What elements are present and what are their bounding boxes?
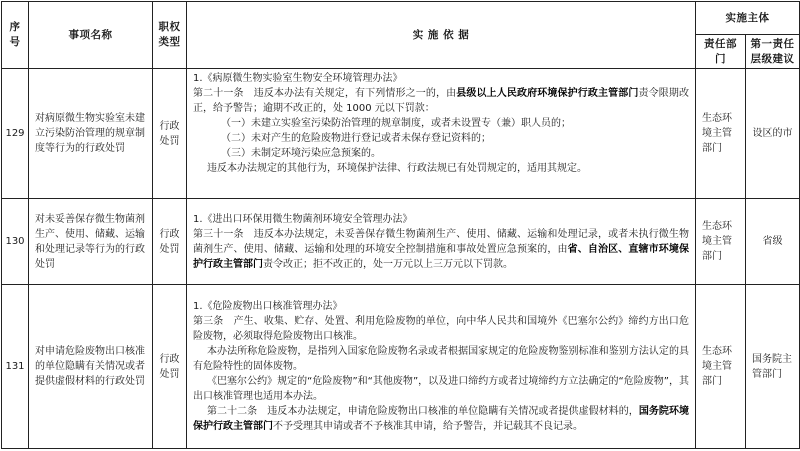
enforcement-table	[1, 1, 800, 449]
header-seq: 序号	[2, 2, 29, 69]
header-subject: 实施主体	[696, 2, 800, 35]
table-row	[2, 69, 800, 199]
basis-item: （一）未建立实验室污染防治管理的规章制度，或者未设置专（兼）职人员的；	[221, 118, 571, 129]
basis-title: 1.《危险废物出口核准管理办法》	[193, 301, 343, 312]
basis-paragraph: 第二十一条 违反本办法有关规定，有下列情形之一的，由县级以上人民政府环境保护行政主管部门责令限期改正，给予警告；逾期不改正的，处 1000 元以下罚款：	[193, 88, 689, 114]
responsible-authority: 国务院环境保护行政主管部门	[193, 406, 690, 432]
header-basis: 实 施 依 据	[187, 2, 696, 69]
row-number: 131	[2, 285, 29, 449]
responsible-dept: 生态环境主管部门	[696, 199, 746, 285]
first-level: 设区的市	[746, 69, 800, 199]
first-level: 省级	[746, 199, 800, 285]
basis-paragraph: 第三十一条 违反本办法规定，未妥善保存微生物菌剂生产、使用、储藏、运输和处理记录，或者未执行微生物菌剂生产、使用、储藏、运输和处理的环境安全控制措施和事故处置应急预案的，由省、自治区、直辖市环境保护行政主管部门责令改正；拒不改正的，处一万元以上三万元以下罚款。	[193, 228, 689, 270]
authority-type: 行政处罚	[153, 69, 187, 199]
header-first: 第一责任层级建议	[746, 35, 800, 69]
responsible-dept: 生态环境主管部门	[696, 285, 746, 449]
first-level: 国务院主管部门	[746, 285, 800, 449]
legal-basis	[187, 199, 696, 285]
basis-paragraph: 第二十二条 违反本办法规定，申请危险废物出口核准的单位隐瞒有关情况或者提供虚假材料的，国务院环境保护行政主管部门不予受理其申请或者不予核准其申请，给予警告，并记载其不良记录。	[193, 406, 690, 432]
basis-paragraph: 本办法所称危险废物，是指列入国家危险废物名录或者根据国家规定的危险废物鉴别标准和鉴别方法认定的具有危险特性的固体废物。	[193, 346, 689, 372]
basis-item: （三）未制定环境污染应急预案的。	[221, 148, 381, 159]
header-name: 事项名称	[29, 2, 153, 69]
responsible-dept: 生态环境主管部门	[696, 69, 746, 199]
legal-basis	[187, 69, 696, 199]
item-name: 对未妥善保存微生物菌剂生产、使用、储藏、运输和处理记录等行为的行政处罚	[29, 199, 153, 285]
basis-title: 1.《病原微生物实验室生物安全环境管理办法》	[193, 73, 403, 84]
basis-paragraph: 《巴塞尔公约》规定的“危险废物”和“其他废物”，以及进口缔约方或者过境缔约方立法确定的“危险废物”，其出口核准管理也适用本办法。	[193, 376, 689, 402]
legal-basis	[187, 285, 696, 449]
basis-paragraph: 第三条 产生、收集、贮存、处置、利用危险废物的单位，向中华人民共和国境外《巴塞尔公约》缔约方出口危险废物，必须取得危险废物出口核准。	[193, 316, 689, 342]
item-name: 对病原微生物实验室未建立污染防治管理的规章制度等行为的行政处罚	[29, 69, 153, 199]
basis-item: （二）未对产生的危险废物进行登记或者未保存登记资料的；	[221, 133, 491, 144]
authority-type: 行政处罚	[153, 285, 187, 449]
basis-paragraph: 违反本办法规定的其他行为，环境保护法律、行政法规已有处罚规定的，适用其规定。	[207, 163, 587, 174]
row-number: 130	[2, 199, 29, 285]
header-dept: 责任部门	[696, 35, 746, 69]
row-number: 129	[2, 69, 29, 199]
header-type: 职权类型	[153, 2, 187, 69]
authority-type: 行政处罚	[153, 199, 187, 285]
table-row	[2, 285, 800, 449]
header-row-1	[2, 2, 800, 35]
responsible-authority: 县级以上人民政府环境保护行政主管部门	[456, 88, 639, 99]
responsible-authority: 省、自治区、直辖市环境保护行政主管部门	[193, 243, 689, 270]
basis-title: 1.《进出口环保用微生物菌剂环境安全管理办法》	[193, 213, 413, 225]
table-row	[2, 199, 800, 285]
item-name: 对申请危险废物出口核准的单位隐瞒有关情况或者提供虚假材料的行政处罚	[29, 285, 153, 449]
